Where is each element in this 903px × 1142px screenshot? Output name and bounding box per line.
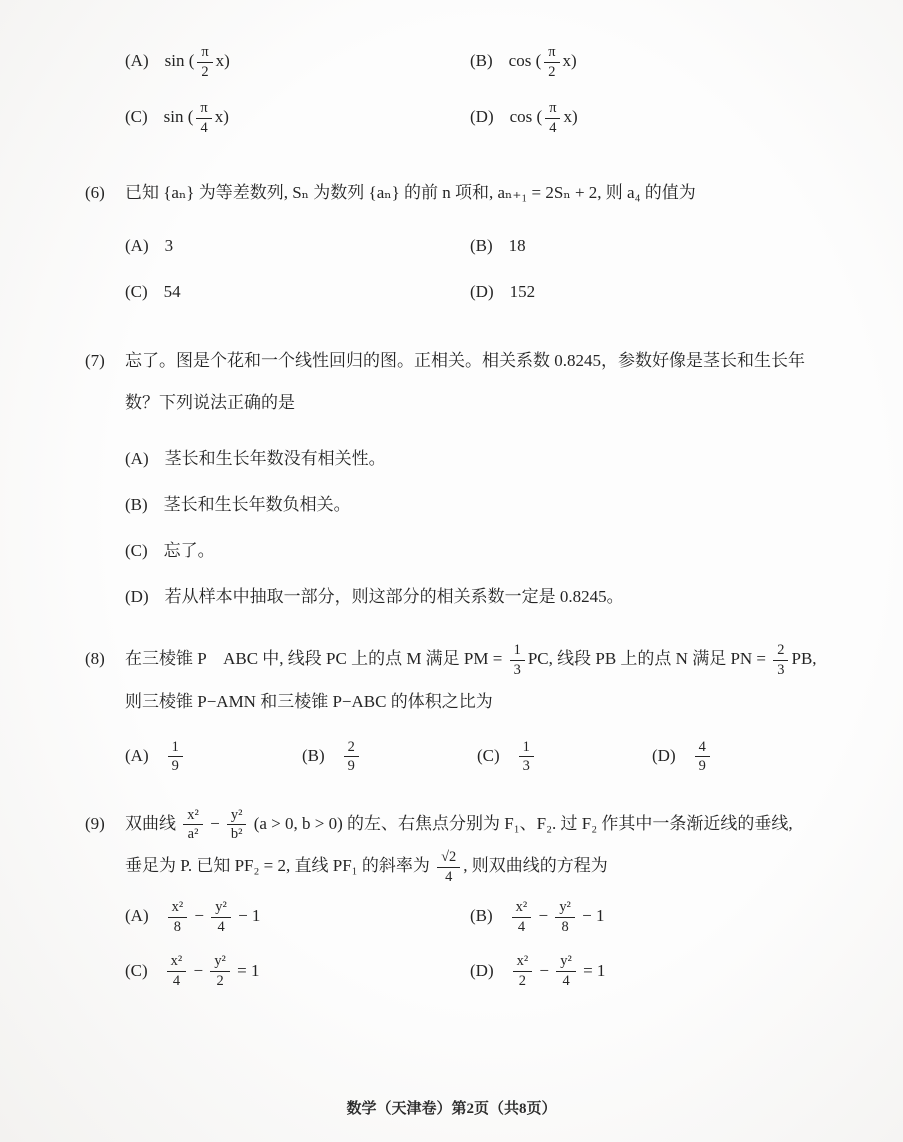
option-math xyxy=(341,738,362,775)
option-d xyxy=(470,951,843,991)
fraction: $\frac{\text{x²}}{\text{a²}}$ xyxy=(183,807,203,843)
option-label: (D) xyxy=(470,960,494,980)
question-number: (6) xyxy=(85,183,105,203)
option-label: (A) xyxy=(125,51,149,71)
question-number: (9) xyxy=(85,813,105,833)
option-label: (C) xyxy=(477,745,500,765)
option-label: (B) xyxy=(470,51,493,71)
question-6 xyxy=(85,172,843,302)
option-label: (B) xyxy=(302,745,325,765)
option-d xyxy=(470,282,843,302)
option-text: 54 xyxy=(163,282,181,302)
option-label: (D) xyxy=(652,745,676,765)
option-text: 18 xyxy=(508,236,526,256)
option-label: (B) xyxy=(125,495,148,515)
fraction: $\frac{1}{9}$ xyxy=(168,739,183,775)
option-math xyxy=(692,738,713,775)
option-b xyxy=(470,42,843,82)
question-stem xyxy=(125,172,843,214)
option-b xyxy=(470,236,843,256)
option-label: (A) xyxy=(125,236,149,256)
option-label: (A) xyxy=(125,906,149,926)
option-label: (A) xyxy=(125,449,149,469)
fraction: $\frac{\text{x²}}{4}$ xyxy=(512,899,532,935)
question-number: (7) xyxy=(85,351,105,371)
stem-line: 在三棱锥 P ABC 中, 线段 PC 上的点 M 满足 PM = $\frac{1}{3}$ PC, 线段 PB 上的点 N 满足 PN = $\frac{2}{3}$ PB, xyxy=(125,642,817,679)
option-c xyxy=(125,282,470,302)
option-d xyxy=(652,737,843,777)
option-a xyxy=(125,236,470,256)
fraction: $\frac{\text{y²}}{8}$ xyxy=(555,899,575,935)
question-5-options xyxy=(85,42,843,138)
question-stem xyxy=(125,340,843,424)
option-label: (C) xyxy=(125,107,148,127)
fraction: $\frac{\text{y²}}{4}$ xyxy=(211,899,231,935)
option-math xyxy=(165,738,186,775)
fraction: $\frac{\text{x²}}{4}$ xyxy=(167,953,187,989)
stem-line: 垂足为 P. 已知 PF₂ = 2, 直线 PF₁ 的斜率为 $\frac{√2}{4}$ , 则双曲线的方程为 xyxy=(125,849,608,885)
fraction: $\frac{1}{3}$ xyxy=(519,739,534,775)
option-math: sin ( $\frac{\pi}{2}$ x) xyxy=(164,44,230,80)
option-c xyxy=(125,98,470,138)
option-a xyxy=(125,897,470,937)
option-list xyxy=(125,448,843,608)
fraction: $\frac{\pi}{4}$ xyxy=(545,100,560,136)
page-footer: 数学（天津卷）第2页（共8页） xyxy=(346,1101,557,1117)
fraction: $\frac{\pi}{2}$ xyxy=(197,44,212,80)
option-label: (C) xyxy=(125,282,148,302)
option-c xyxy=(125,951,470,991)
option-label: (A) xyxy=(125,745,149,765)
option-d xyxy=(470,98,843,138)
option-text: 茎长和生长年数没有相关性。 xyxy=(164,449,386,469)
option-label: (D) xyxy=(470,282,494,302)
option-label: (C) xyxy=(125,541,148,561)
option-math: cos ( $\frac{\pi}{4}$ x) xyxy=(509,100,578,136)
option-b xyxy=(125,494,843,516)
question-7 xyxy=(85,340,843,608)
question-stem xyxy=(125,638,843,722)
fraction: $\frac{4}{9}$ xyxy=(695,739,710,775)
fraction: $\frac{\text{y²}}{4}$ xyxy=(556,953,576,989)
option-math: sin ( $\frac{\pi}{4}$ x) xyxy=(163,100,229,136)
option-c xyxy=(477,737,652,777)
stem-line: 则三棱锥 P−AMN 和三棱锥 P−ABC 的体积之比为 xyxy=(125,691,493,711)
question-8 xyxy=(85,638,843,776)
fraction: $\frac{\pi}{4}$ xyxy=(196,100,211,136)
stem-line: 双曲线 $\frac{\text{x²}}{\text{a²}}$ − $\frac{\text{y²}}{\text{b²}}$ (a > 0, b > 0) 的左、右焦点分别为 F₁、F₂. 过 F₂ 作其中一条渐近线的垂线, xyxy=(125,806,793,843)
fraction: $\frac{√2}{4}$ xyxy=(437,849,460,885)
option-label: (C) xyxy=(125,960,148,980)
option-a xyxy=(125,448,843,470)
option-text: 3 xyxy=(164,236,174,256)
option-b xyxy=(302,737,477,777)
option-a xyxy=(125,42,470,82)
option-math: $\frac{\text{x²}}{4}$ − $\frac{\text{y²}}{2}$ = 1 xyxy=(164,961,260,980)
option-label: (D) xyxy=(470,107,494,127)
option-label: (B) xyxy=(470,236,493,256)
fraction: $\frac{\text{y²}}{2}$ xyxy=(210,953,230,989)
question-9 xyxy=(85,803,843,992)
stem-line: 已知 {aₙ} 为等差数列, Sₙ 为数列 {aₙ} 的前 n 项和, aₙ₊₁ = 2Sₙ + 2, 则 a₄ 的值为 xyxy=(125,183,696,203)
option-math xyxy=(516,738,537,775)
option-text: 152 xyxy=(509,282,536,302)
option-text: 忘了。 xyxy=(163,541,215,561)
option-label: (D) xyxy=(125,587,149,607)
fraction: $\frac{\text{x²}}{2}$ xyxy=(513,953,533,989)
question-number: (8) xyxy=(85,649,105,669)
fraction: $\frac{\text{y²}}{\text{b²}}$ xyxy=(227,807,247,843)
stem-line: 数？下列说法正确的是 xyxy=(125,393,295,413)
option-math: $\frac{\text{x²}}{4}$ − $\frac{\text{y²}}{8}$ − 1 xyxy=(509,906,605,925)
fraction: $\frac{2}{9}$ xyxy=(344,739,359,775)
option-a xyxy=(125,737,302,777)
option-b xyxy=(470,897,843,937)
option-c xyxy=(125,540,843,562)
option-text: 若从样本中抽取一部分，则这部分的相关系数一定是 0.8245。 xyxy=(164,587,624,607)
option-d xyxy=(125,586,843,608)
fraction: $\frac{\text{x²}}{8}$ xyxy=(168,899,188,935)
option-math: $\frac{\text{x²}}{2}$ − $\frac{\text{y²}}{4}$ = 1 xyxy=(510,961,606,980)
option-math: cos ( $\frac{\pi}{2}$ x) xyxy=(508,44,577,80)
question-stem xyxy=(125,803,843,887)
stem-line: 忘了。图是个花和一个线性回归的图。正相关。相关系数 0.8245，参数好像是茎长和生长年 xyxy=(125,351,805,371)
option-math: $\frac{\text{x²}}{8}$ − $\frac{\text{y²}}{4}$ − 1 xyxy=(165,906,261,925)
fraction: $\frac{2}{3}$ xyxy=(773,642,788,678)
option-text: 茎长和生长年数负相关。 xyxy=(163,495,351,515)
fraction: $\frac{1}{3}$ xyxy=(510,642,525,678)
option-label: (B) xyxy=(470,906,493,926)
fraction: $\frac{\pi}{2}$ xyxy=(544,44,559,80)
